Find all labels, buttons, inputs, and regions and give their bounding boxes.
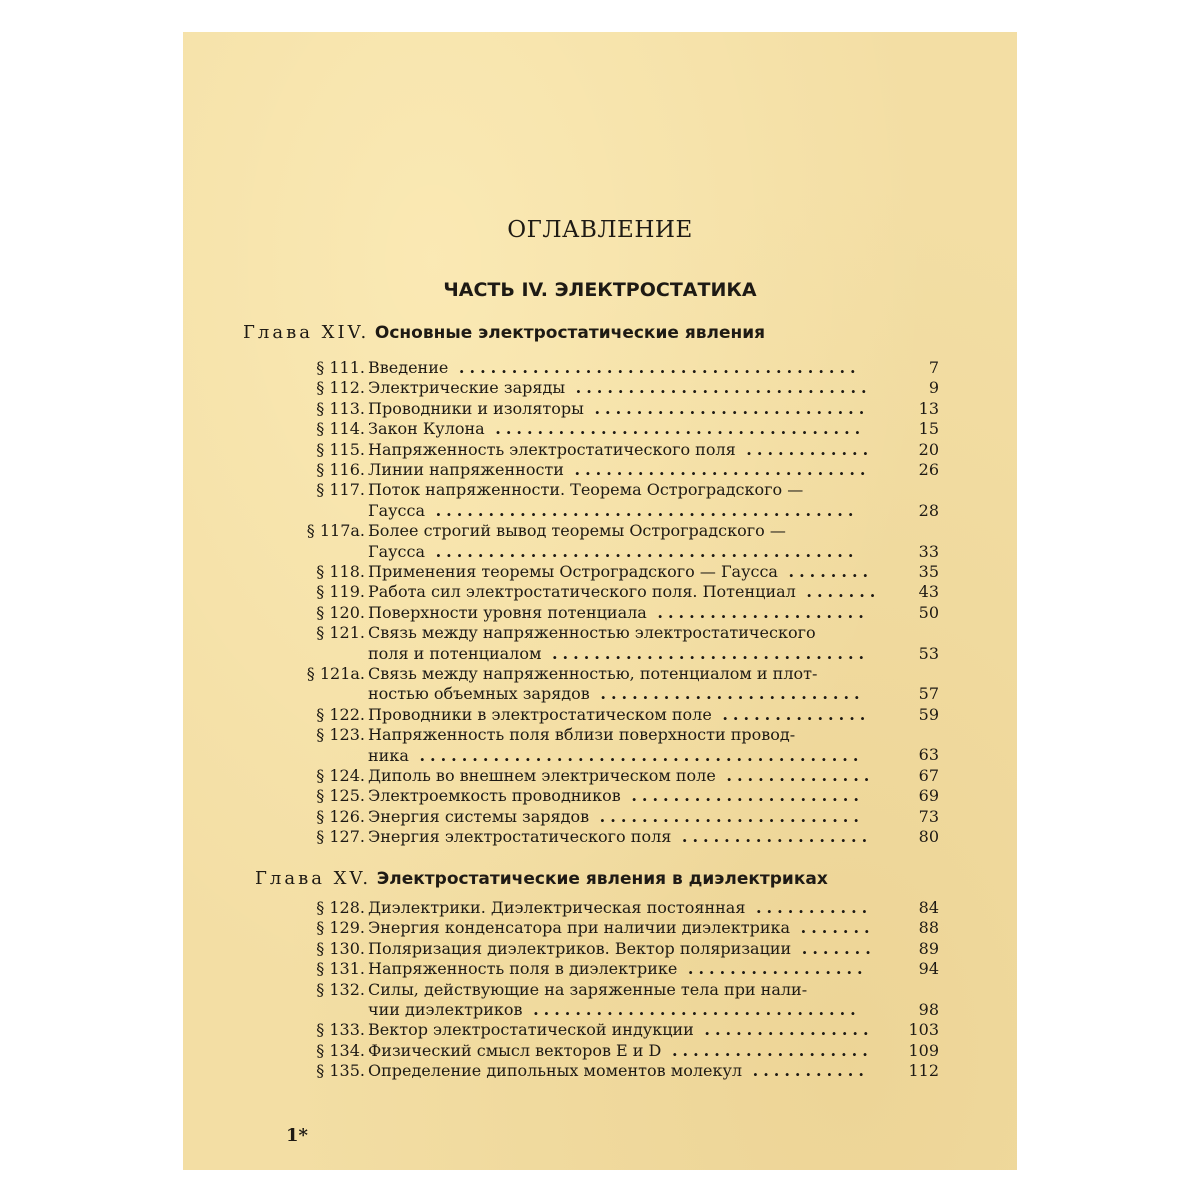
- page-number: 9: [928, 378, 939, 398]
- section-title-line: чии диэлектриков: [368, 999, 523, 1019]
- section-title-line: Энергия системы зарядов: [368, 806, 590, 826]
- section-title-line: Электрические заряды: [368, 378, 566, 398]
- toc-entry: [183, 399, 1017, 419]
- toc-entry: [183, 1020, 1017, 1040]
- section-number: § 124.: [316, 765, 365, 785]
- section-title-line: Силы, действующие на заряженные тела при нали-: [368, 979, 808, 999]
- section-number: § 118.: [316, 561, 365, 581]
- leader-dots: ............................: [563, 459, 871, 479]
- book-page: [183, 32, 1017, 1170]
- section-number: § 113.: [316, 398, 365, 418]
- section-number: § 122.: [316, 704, 365, 724]
- section-title: [368, 1041, 888, 1061]
- section-number: § 128.: [316, 898, 365, 917]
- toc-entry: [183, 959, 1017, 979]
- section-title-line: Проводники и изоляторы: [368, 398, 584, 418]
- leader-dots: ..........................................: [408, 745, 864, 765]
- leader-dots: ...................................: [484, 419, 866, 439]
- section-title-line: Поверхности уровня потенциала: [368, 602, 647, 622]
- section-title: [368, 562, 888, 582]
- section-title-line: ностью объемных зарядов: [368, 684, 590, 704]
- section-title: [368, 399, 888, 419]
- page-number: 88: [918, 918, 939, 938]
- chapter-label: Глава XIV.: [243, 322, 370, 343]
- section-title: [368, 460, 888, 480]
- section-number: § 127.: [316, 827, 365, 847]
- section-title: [368, 939, 888, 959]
- section-title: [368, 980, 888, 1021]
- section-title: [368, 582, 888, 602]
- toc-entry: [183, 1061, 1017, 1081]
- page-number: 57: [918, 684, 939, 704]
- section-title: [368, 725, 888, 766]
- section-title-line: Линии напряженности: [368, 459, 564, 479]
- section-title: [368, 807, 888, 827]
- leader-dots: ............................: [565, 378, 872, 398]
- page-number: 15: [918, 419, 939, 439]
- section-number: § 117а.: [306, 521, 365, 541]
- page-number: 112: [908, 1061, 939, 1081]
- section-title-line: Напряженность поля в диэлектрике: [368, 959, 678, 979]
- toc-entry: [183, 378, 1017, 398]
- toc-entry: [183, 562, 1017, 582]
- section-title: [368, 705, 888, 725]
- section-title: [368, 827, 888, 847]
- section-number: § 121.: [316, 623, 365, 643]
- page-number: 80: [918, 827, 939, 847]
- section-title: [368, 358, 888, 378]
- section-number: § 129.: [316, 918, 365, 938]
- section-number: § 121а.: [306, 663, 365, 683]
- section-title-line: Закон Кулона: [368, 419, 485, 439]
- chapter-label: Глава XV.: [255, 868, 372, 889]
- section-title-line: поля и потенциалом: [368, 643, 542, 663]
- page-title: ОГЛАВЛЕНИЕ: [507, 217, 693, 243]
- chapter-name: Основные электростатические явления: [374, 323, 766, 343]
- section-number: § 111.: [316, 358, 365, 377]
- part-heading: ЧАСТЬ IV. ЭЛЕКТРОСТАТИКА: [443, 279, 757, 301]
- toc-entry: [183, 980, 1017, 1021]
- toc-entry: [183, 827, 1017, 847]
- leader-dots: .......: [790, 918, 875, 938]
- leader-dots: ...........: [742, 1061, 869, 1081]
- leader-dots: .................: [677, 959, 868, 979]
- leader-dots: .......: [795, 582, 881, 602]
- leader-dots: ........: [777, 561, 874, 581]
- leader-dots: .......: [791, 938, 876, 958]
- page-number: 35: [918, 561, 939, 581]
- page-number: 84: [918, 898, 939, 917]
- section-title-line: Применения теоремы Остроградского — Гаусса: [368, 561, 778, 581]
- section-number: § 120.: [316, 602, 365, 622]
- section-title-line: Связь между напряженностью электростатического: [368, 623, 816, 643]
- toc-entry: [183, 419, 1017, 439]
- section-title-line: Физический смысл векторов E и D: [368, 1040, 662, 1060]
- section-title: [368, 603, 888, 623]
- section-title: [368, 1020, 888, 1040]
- toc-entry: [183, 358, 1017, 378]
- page-number: 73: [918, 806, 939, 826]
- section-title-line: Работа сил электростатического поля. Потенциал: [368, 582, 796, 602]
- toc-entry: [183, 807, 1017, 827]
- page-number: 109: [908, 1040, 939, 1060]
- section-title: [368, 480, 888, 521]
- section-title: [368, 664, 888, 705]
- toc-entry: [183, 918, 1017, 938]
- section-title-line: Энергия конденсатора при наличии диэлектрика: [368, 918, 791, 938]
- page-number: 53: [918, 643, 939, 663]
- toc-entry: [183, 1041, 1017, 1061]
- leader-dots: .........................: [589, 806, 864, 826]
- leader-dots: ...........: [745, 898, 873, 917]
- section-number: § 112.: [316, 378, 365, 398]
- leader-dots: ........................................: [425, 500, 859, 520]
- section-title-line: Определение дипольных моментов молекул: [368, 1061, 743, 1081]
- leader-dots: ................: [693, 1020, 874, 1040]
- signature-mark: 1*: [286, 1125, 308, 1146]
- section-title: [368, 521, 888, 562]
- toc-entry: [183, 786, 1017, 806]
- section-title-line: Диполь во внешнем электрическом поле: [368, 765, 716, 785]
- section-title-line: Более строгий вывод теоремы Остроградского —: [368, 521, 786, 541]
- section-title-line: Гаусса: [368, 541, 426, 561]
- toc-entry: [183, 939, 1017, 959]
- section-title-line: Энергия электростатического поля: [368, 827, 672, 847]
- page-number: 63: [918, 745, 939, 765]
- page-number: 50: [918, 602, 939, 622]
- section-title-line: Связь между напряженностью, потенциалом и плот-: [368, 663, 818, 683]
- leader-dots: ..............: [715, 765, 875, 785]
- section-title-line: Поток напряженности. Теорема Остроградского —: [368, 480, 804, 500]
- section-title-line: Поляризация диэлектриков. Вектор поляризации: [368, 938, 792, 958]
- page-number: 89: [918, 938, 939, 958]
- section-title: [368, 918, 888, 938]
- section-number: § 123.: [316, 725, 365, 745]
- toc-entry: [183, 898, 1017, 918]
- section-title-line: Напряженность поля вблизи поверхности провод-: [368, 725, 796, 745]
- toc-list-chapter-14: [183, 358, 1017, 847]
- chapter-heading-15: [255, 868, 828, 890]
- section-title-line: ника: [368, 745, 409, 765]
- section-title: [368, 623, 888, 664]
- section-number: § 130.: [316, 938, 365, 958]
- section-number: § 114.: [316, 419, 365, 439]
- leader-dots: ............: [735, 439, 874, 459]
- section-number: § 131.: [316, 959, 365, 979]
- section-number: § 134.: [316, 1040, 365, 1060]
- toc-entry: [183, 582, 1017, 602]
- leader-dots: .........................: [589, 684, 865, 704]
- page-number: 7: [928, 358, 939, 377]
- leader-dots: ......................................: [448, 358, 861, 377]
- toc-entry: [183, 460, 1017, 480]
- section-title: [368, 959, 888, 979]
- section-number: § 119.: [316, 582, 365, 602]
- chapter-heading-14: [243, 322, 765, 344]
- toc-entry: [183, 603, 1017, 623]
- leader-dots: ........................................: [425, 541, 859, 561]
- toc-entry: [183, 705, 1017, 725]
- section-title-line: Введение: [368, 358, 449, 377]
- page-number: 20: [918, 439, 939, 459]
- section-number: § 117.: [316, 480, 365, 500]
- toc-entry: [183, 480, 1017, 521]
- section-title: [368, 786, 888, 806]
- chapter-name: Электростатические явления в диэлектриках: [376, 869, 828, 889]
- leader-dots: ......................: [620, 786, 864, 806]
- section-number: § 115.: [316, 439, 365, 459]
- section-title-line: Гаусса: [368, 500, 426, 520]
- section-title-line: Диэлектрики. Диэлектрическая постоянная: [368, 898, 746, 917]
- leader-dots: ...................: [661, 1040, 873, 1060]
- page-number: 28: [918, 500, 939, 520]
- section-number: § 116.: [316, 459, 365, 479]
- section-number: § 126.: [316, 806, 365, 826]
- toc-entry: [183, 766, 1017, 786]
- leader-dots: ....................: [646, 602, 869, 622]
- toc-list-chapter-15: [183, 898, 1017, 1082]
- section-number: § 135.: [316, 1061, 365, 1081]
- page-number: 33: [918, 541, 939, 561]
- leader-dots: ..............................: [541, 643, 870, 663]
- toc-entry: [183, 440, 1017, 460]
- section-title-line: Электроемкость проводников: [368, 786, 621, 806]
- leader-dots: ...............................: [522, 999, 861, 1019]
- section-title: [368, 419, 888, 439]
- section-title-line: Проводники в электростатическом поле: [368, 704, 712, 724]
- section-title-line: Напряженность электростатического поля: [368, 439, 736, 459]
- toc-entry: [183, 623, 1017, 664]
- page-number: 103: [908, 1020, 939, 1040]
- section-title: [368, 440, 888, 460]
- page-number: 69: [918, 786, 939, 806]
- toc-entry: [183, 725, 1017, 766]
- section-title: [368, 898, 888, 918]
- leader-dots: ..............: [711, 704, 871, 724]
- section-title: [368, 1061, 888, 1081]
- section-title: [368, 378, 888, 398]
- toc-entry: [183, 664, 1017, 705]
- page-number: 98: [918, 999, 939, 1019]
- section-number: § 125.: [316, 786, 365, 806]
- section-number: § 133.: [316, 1020, 365, 1040]
- toc-entry: [183, 521, 1017, 562]
- page-number: 94: [918, 959, 939, 979]
- section-title: [368, 766, 888, 786]
- section-title-line: Вектор электростатической индукции: [368, 1020, 694, 1040]
- section-number: § 132.: [316, 979, 365, 999]
- page-number: 26: [918, 459, 939, 479]
- page-number: 67: [918, 765, 939, 785]
- page-number: 13: [918, 398, 939, 418]
- page-number: 43: [918, 582, 939, 602]
- leader-dots: ..........................: [583, 398, 870, 418]
- page-number: 59: [918, 704, 939, 724]
- leader-dots: ..................: [671, 827, 873, 847]
